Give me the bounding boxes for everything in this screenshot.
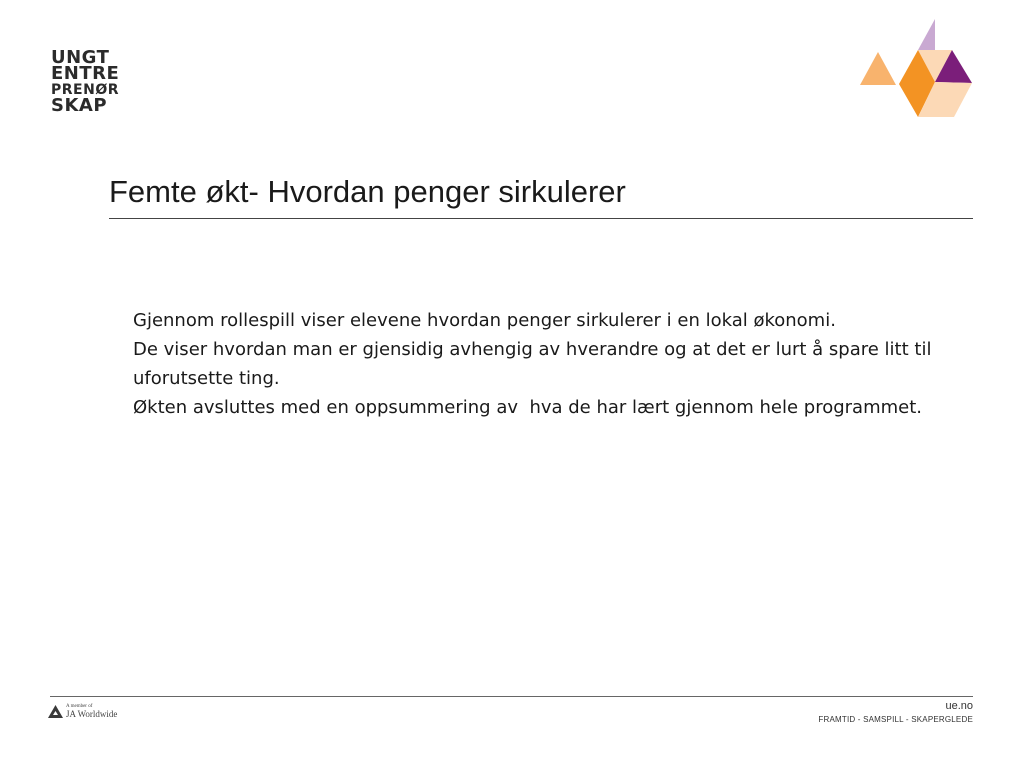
ja-triangle-icon: [48, 705, 63, 718]
ja-member-label: A member of: [66, 704, 93, 709]
ja-text: [66, 704, 117, 719]
body-paragraph-2: De viser hvordan man er gjensidig avhengig av hverandre og at det er lurt å spare litt til uforutsette ting.: [133, 339, 938, 389]
slide-title: Femte økt- Hvordan penger sirkulerer: [109, 174, 626, 209]
footer-tagline: FRAMTID - SAMSPILL - SKAPERGLEDE: [818, 715, 973, 724]
body-paragraph-3: Økten avsluttes med en oppsummering av hva de har lært gjennom hele programmet.: [133, 397, 922, 418]
logo-line-3: PRENØR: [51, 82, 120, 98]
hexagon-triangles-graphic: [856, 18, 976, 120]
ja-name: JA Worldwide: [66, 709, 118, 719]
light-orange-triangle: [860, 52, 896, 85]
body-paragraph-1: Gjennom rollespill viser elevene hvordan penger sirkulerer i en lokal økonomi.: [133, 310, 836, 331]
ue-logo: [51, 47, 120, 116]
logo-line-4: SKAP: [51, 95, 108, 116]
slide-body: [133, 306, 983, 422]
footer-divider: [50, 696, 973, 697]
lavender-triangle: [918, 19, 935, 50]
website-url: ue.no: [945, 700, 973, 712]
ja-worldwide-logo: [48, 704, 117, 719]
title-divider: [109, 218, 973, 219]
logo-line-1: UNGT: [51, 47, 110, 68]
logo-line-2: ENTRE: [51, 63, 120, 84]
